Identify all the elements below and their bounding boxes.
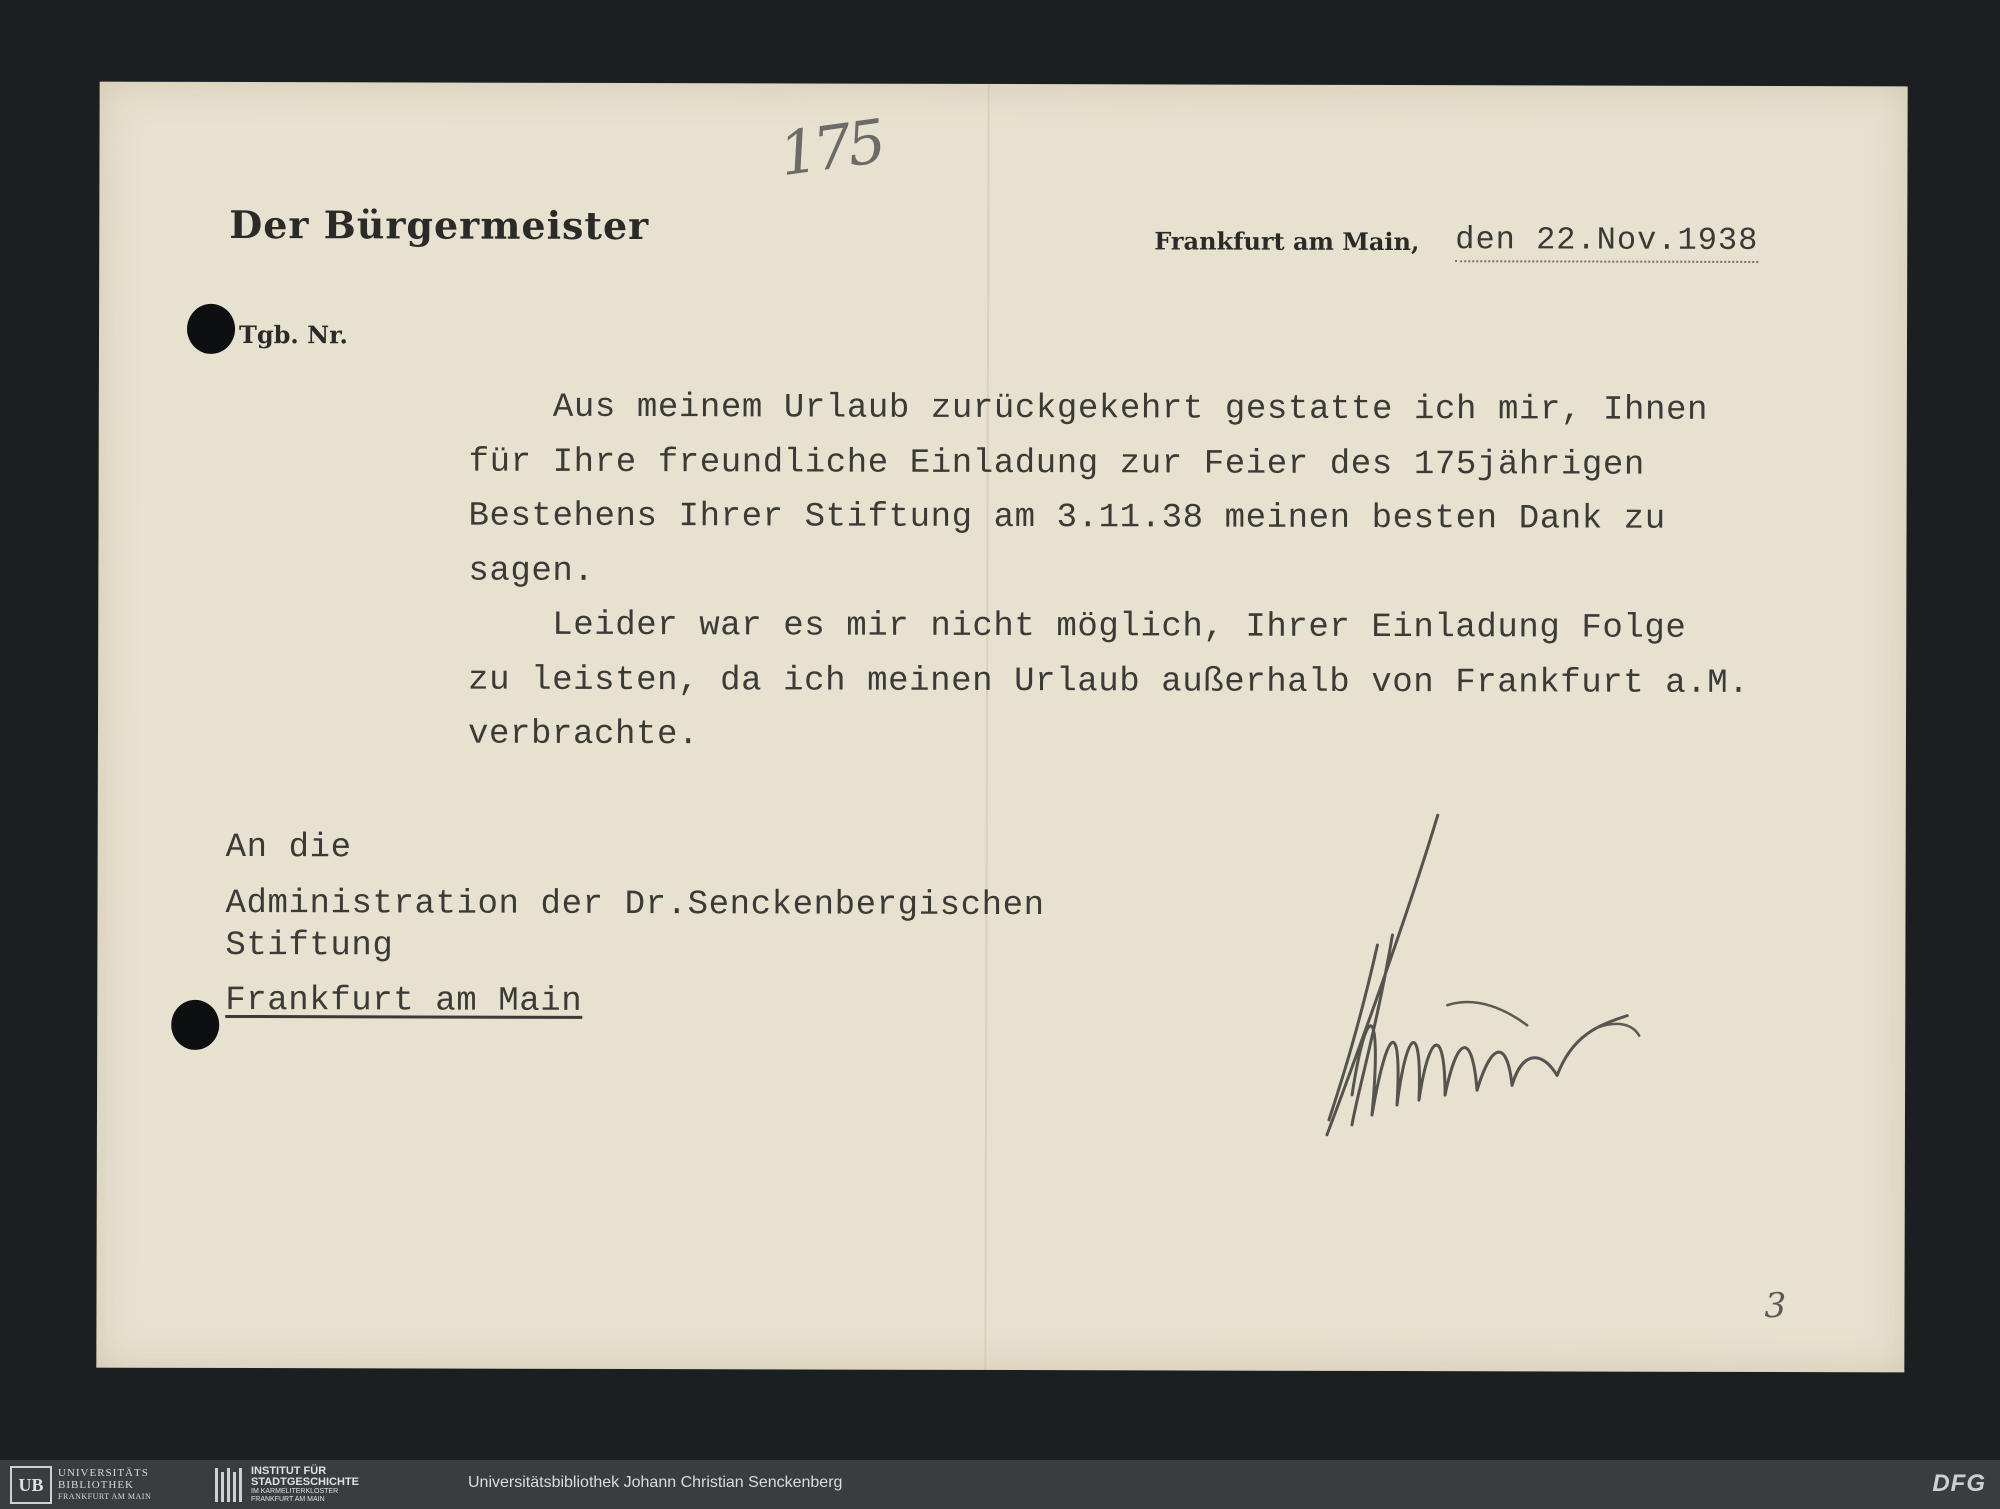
body-line: Leider war es mir nicht möglich, Ihrer Einladung Folge (468, 606, 1687, 648)
institute-logo-text (251, 1466, 359, 1504)
letterhead-place: Frankfurt am Main, (1154, 226, 1420, 257)
addressee-line: Administration der Dr.Senckenbergischen (225, 884, 1045, 926)
institute-logo[interactable] (215, 1466, 359, 1504)
body-line: zu leisten, da ich meinen Urlaub außerhalb von Frankfurt a.M. (468, 661, 1750, 703)
letter-body (468, 381, 1889, 766)
ub-library-logo[interactable] (10, 1466, 151, 1504)
letter-date: den 22.Nov.1938 (1455, 221, 1758, 263)
letter-page (96, 82, 1907, 1373)
institute-logo-line: IM KARMELITERKLOSTER (251, 1488, 339, 1495)
institute-logo-line: FRANKFURT AM MAIN (251, 1496, 325, 1503)
diary-number-label: Tgb. Nr. (238, 320, 348, 350)
body-line: für Ihre freundliche Einladung zur Feier des 175jährigen (468, 443, 1645, 485)
institute-columns-icon (215, 1468, 243, 1502)
ub-logo-line: BIBLIOTHEK (58, 1479, 134, 1491)
addressee-city: Frankfurt am Main (225, 981, 583, 1021)
footer-bar (0, 1460, 2000, 1509)
handwritten-page-number: 3 (1764, 1285, 1787, 1327)
punch-hole-bottom (171, 1000, 219, 1050)
handwritten-archive-number: 175 (775, 106, 887, 191)
punch-hole-top (187, 304, 235, 354)
ub-logo-icon: UB (10, 1466, 52, 1504)
ub-logo-text (58, 1467, 151, 1503)
institute-logo-line: STADTGESCHICHTE (251, 1476, 359, 1488)
dfg-logo[interactable]: DFG (1932, 1470, 1986, 1497)
footer-library-name: Universitätsbibliothek Johann Christian Senckenberg (468, 1474, 843, 1491)
body-line: verbrachte. (467, 715, 700, 755)
addressee-line: Stiftung (225, 926, 394, 966)
letterhead-sender-title: Der Bürgermeister (229, 201, 650, 249)
body-line: sagen. (468, 552, 595, 591)
ub-logo-line: UNIVERSITÄTS (58, 1467, 149, 1479)
institute-logo-line: INSTITUT FÜR (251, 1465, 327, 1477)
body-line: Aus meinem Urlaub zurückgekehrt gestatte ich mir, Ihnen (468, 388, 1709, 430)
handwritten-signature (1297, 795, 1818, 1236)
body-line: Bestehens Ihrer Stiftung am 3.11.38 meinen besten Dank zu (468, 497, 1666, 539)
addressee-line: An die (225, 828, 352, 868)
ub-logo-line: FRANKFURT AM MAIN (58, 1492, 152, 1501)
